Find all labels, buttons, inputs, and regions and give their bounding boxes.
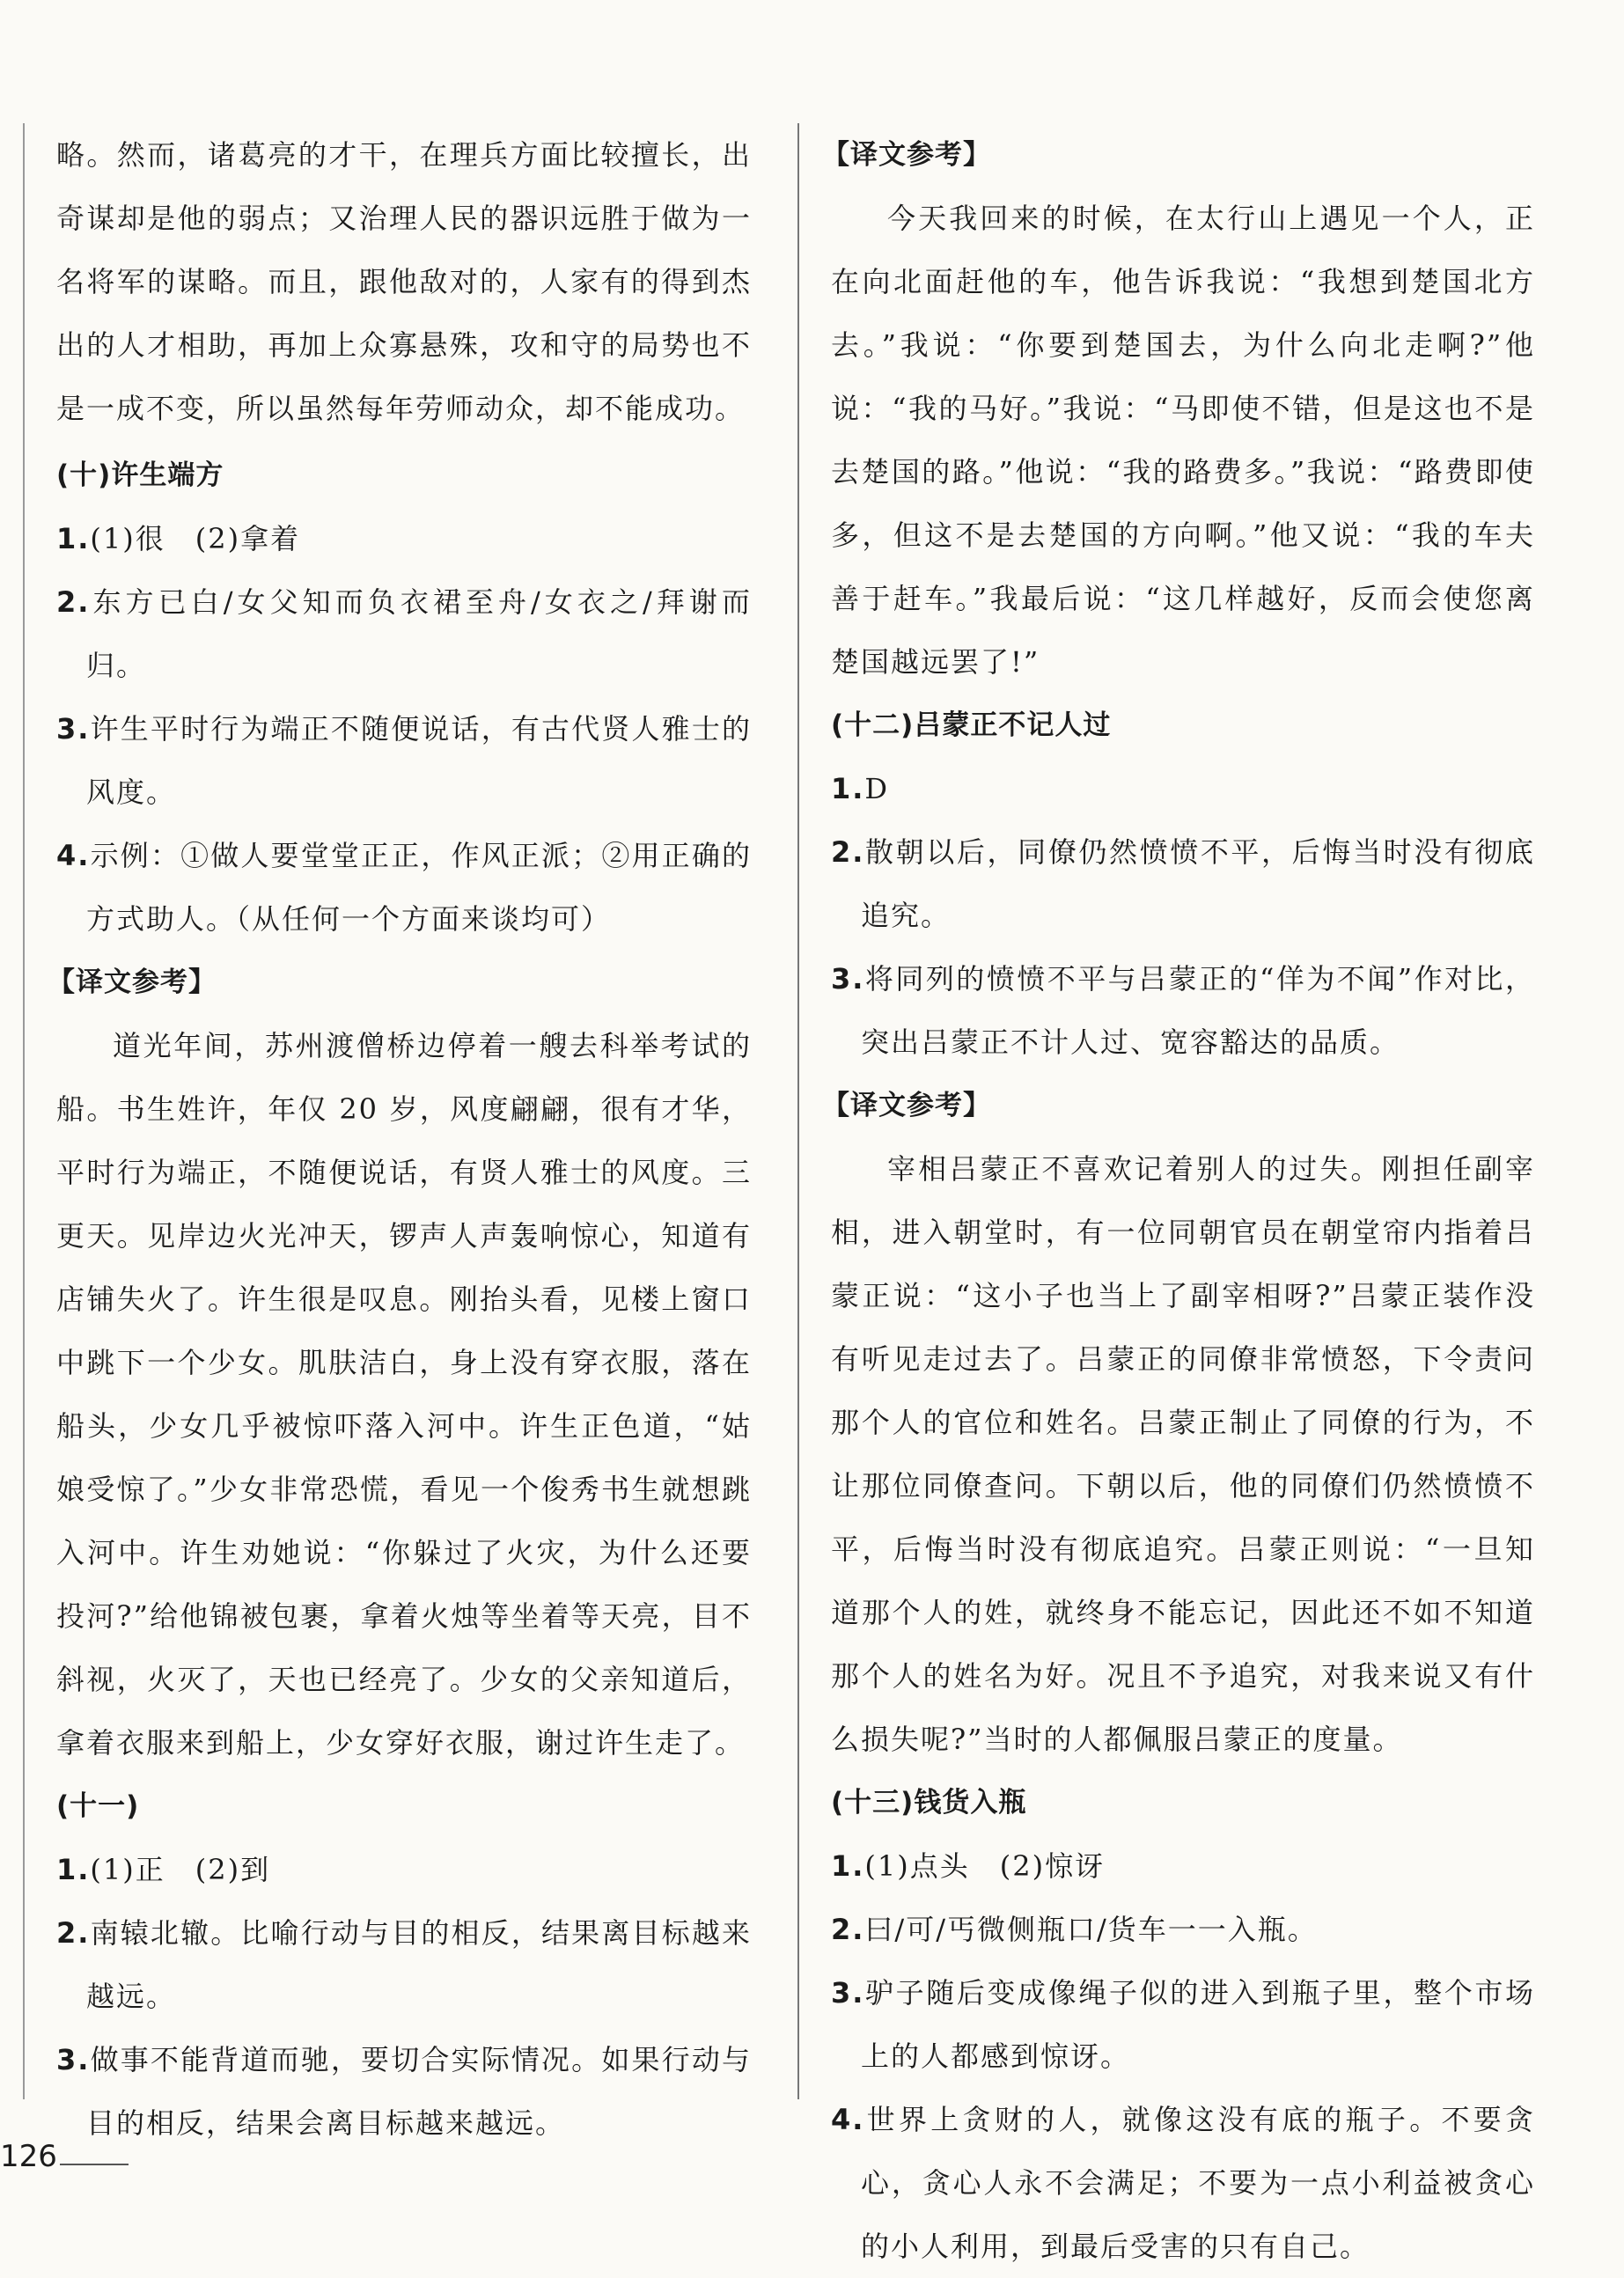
section-12-title: (十二)吕蒙正不记人过 [831,709,1112,741]
sec11-item-2: 2.南辕北辙。比喻行动与目的相反，结果离目标越来越远。 [56,1916,752,2013]
right-column [822,123,1535,2278]
sec10-item-1: 1.(1)很 (2)拿着 [56,522,301,555]
section-11-title: (十一) [56,1790,140,1822]
sec11-reference-text: 今天我回来的时候，在太行山上遇见一个人，正在向北面赶他的车，他告诉我说：“我想到楚国北方去。”我说：“你要到楚国去，为什么向北走啊?”他说：“我的马好。”我说：“马即使不错，但是这也不是去楚国的路。”他说：“我的路费多。”我说：“路费即使多，但这不是去楚国的方向啊。”他又说：“我的车夫善于赶车。”我最后说：“这几样越好，反而会使您离楚国越远罢了!” [831,202,1535,679]
sec10-item-2: 2.东方已白/女父知而负衣裙至舟/女衣之/拜谢而归。 [56,585,752,682]
page-number: 126 [0,2139,57,2174]
continued-paragraph: 略。然而，诸葛亮的才干，在理兵方面比较擅长，出奇谋却是他的弱点；又治理人民的器识远胜于做为一名将军的谋略。而且，跟他敌对的，人家有的得到杰出的人才相助，再加上众寡悬殊，攻和守的局势也不是一成不变，所以虽然每年劳师动众，却不能成功。 [56,138,752,425]
section-13-title: (十三)钱货入瓶 [831,1787,1027,1819]
sec10-item-3: 3.许生平时行为端正不随便说话，有古代贤人雅士的风度。 [56,712,752,809]
sec10-reference-text: 道光年间，苏州渡僧桥边停着一艘去科举考试的船。书生姓许，年仅 20 岁，风度翩翩，很有才华，平时行为端正，不随便说话，有贤人雅士的风度。三更天。见岸边火光冲天，锣声人声轰响惊心，知道有店铺失火了。许生很是叹息。刚抬头看，见楼上窗口中跳下一个少女。肌肤洁白，身上没有穿衣服，落在船头，少女几乎被惊吓落入河中。许生正色道，“姑娘受惊了。”少女非常恐慌，看见一个俊秀书生就想跳入河中。许生劝她说：“你躲过了火灾，为什么还要投河?”给他锦被包裹，拿着火烛等坐着等天亮，目不斜视，火灭了，天也已经亮了。少女的父亲知道后，拿着衣服来到船上，少女穿好衣服，谢过许生走了。 [56,1029,752,1760]
sec12-item-1: 1.D [831,772,890,805]
sec13-item-3: 3.驴子随后变成像绳子似的进入到瓶子里，整个市场上的人都感到惊讶。 [831,1976,1535,2073]
sec12-reference-text: 宰相吕蒙正不喜欢记着别人的过失。刚担任副宰相，进入朝堂时，有一位同朝官员在朝堂帘内指着吕蒙正说：“这小子也当上了副宰相呀?”吕蒙正装作没有听见走过去了。吕蒙正的同僚非常愤怒，下令责问那个人的官位和姓名。吕蒙正制止了同僚的行为，不让那位同僚查问。下朝以后，他的同僚们仍然愤愤不平，后悔当时没有彻底追究。吕蒙正则说：“一旦知道那个人的姓，就终身不能忘记，因此还不如不知道那个人的姓名为好。况且不予追究，对我来说又有什么损失呢?”当时的人都佩服吕蒙正的度量。 [831,1152,1535,1756]
sec13-item-4: 4.世界上贪财的人，就像这没有底的瓶子。不要贪心，贪心人永不会满足；不要为一点小利益被贪心的小人利用，到最后受害的只有自己。 [831,2103,1535,2263]
sec12-reference-title: 【译文参考】 [822,1090,991,1121]
left-margin-rule [23,123,25,2099]
sec12-item-3: 3.将同列的愤愤不平与吕蒙正的“佯为不闻”作对比，突出吕蒙正不计人过、宽容豁达的品质。 [831,962,1535,1059]
sec12-item-2: 2.散朝以后，同僚仍然愤愤不平，后悔当时没有彻底追究。 [831,835,1535,932]
sec10-item-4: 4.示例：①做人要堂堂正正，作风正派；②用正确的方式助人。（从任何一个方面来谈均可） [56,839,752,936]
sec11-item-1: 1.(1)正 (2)到 [56,1853,271,1886]
page-number-rule [60,2164,129,2165]
section-10-title: (十)许生端方 [56,459,224,491]
column-divider [797,123,799,2099]
sec13-item-1: 1.(1)点头 (2)惊讶 [831,1849,1106,1883]
sec13-item-2: 2.曰/可/丐微侧瓶口/货车一一入瓶。 [831,1913,1318,1946]
sec11-reference-title: 【译文参考】 [822,139,991,171]
sec11-item-3: 3.做事不能背道而驰，要切合实际情况。如果行动与目的相反，结果会离目标越来越远。 [56,2043,752,2140]
left-column [48,123,752,2155]
sec10-reference-title: 【译文参考】 [48,966,217,998]
